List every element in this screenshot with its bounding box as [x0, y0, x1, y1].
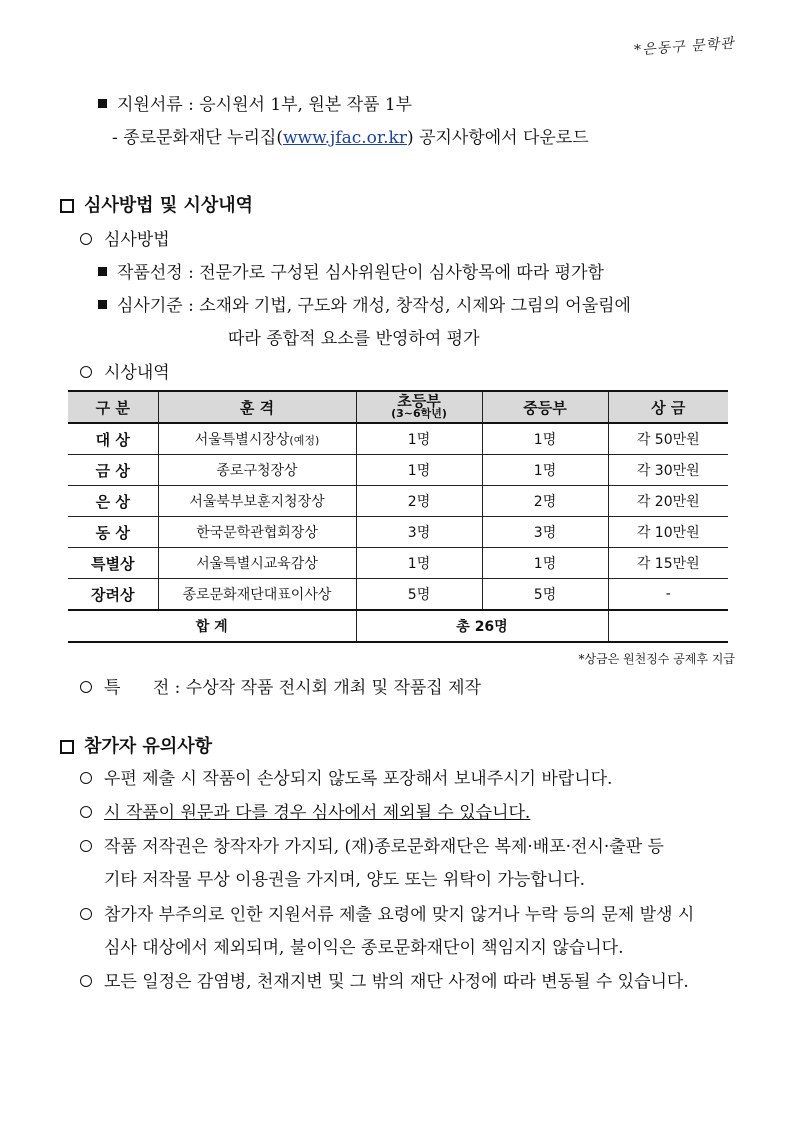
elementary-count-cell-text: 1명 [407, 432, 431, 448]
middle-count-cell [482, 455, 608, 486]
jfac-link[interactable]: www.jfac.or.kr [282, 128, 407, 148]
elementary-count-cell [356, 486, 482, 517]
criteria-line-1 [98, 295, 631, 317]
download-suffix: ) 공지사항에서 다운로드 [406, 128, 589, 148]
table-row [68, 486, 728, 517]
prize-cell [608, 423, 728, 455]
prize-cell-text: 각 10만원 [636, 525, 700, 541]
notice-item-cont: 심사 대상에서 제외되며, 불이익은 종로문화재단이 책임지지 않습니다. [104, 938, 624, 958]
title-cell-text: 서울북부보훈지청장상 [189, 494, 325, 510]
notice-text: 작품 저작권은 창작자가 가지되, (재)종로문화재단은 복제·배포·전시·출판 등 [104, 837, 664, 857]
elementary-count-cell [356, 455, 482, 486]
logo: *은동구 문학관 [634, 35, 736, 59]
middle-count-cell [482, 486, 608, 517]
grade-cell [68, 455, 158, 486]
title-cell-text: 한국문학관협회장상 [196, 525, 318, 541]
bullet-square-icon [98, 99, 107, 108]
grade-cell [68, 579, 158, 611]
grade-cell [68, 486, 158, 517]
title-cell [158, 517, 356, 548]
table-row [68, 517, 728, 548]
elementary-count-cell-text: 5명 [407, 587, 431, 603]
selection-text: 작품선정 : 전문가로 구성된 심사위원단이 심사항목에 따라 평가함 [117, 263, 604, 283]
special-text: 특 전 : 수상작 작품 전시회 개최 및 작품집 제작 [104, 678, 481, 698]
middle-count-cell-text: 3명 [533, 525, 557, 541]
middle-count-cell-text: 1명 [533, 432, 557, 448]
header-prize: 상 금 [608, 391, 728, 423]
prize-cell-text: - [665, 586, 671, 602]
title-cell-text: 서울특별시교육감상 [196, 556, 318, 572]
table-row [68, 423, 728, 455]
prize-cell-text: 각 30만원 [636, 463, 700, 479]
total-value: 총 26명 [356, 610, 608, 642]
header-elementary-sub: (3~6학년) [391, 407, 447, 420]
notice-item [80, 836, 664, 858]
elementary-count-cell-text: 2명 [407, 494, 431, 510]
title-cell [158, 579, 356, 611]
middle-count-cell-text: 5명 [533, 587, 557, 603]
circle-bullet-icon [80, 806, 92, 818]
total-empty [608, 610, 728, 642]
section1-title-text: 심사방법 및 시상내역 [84, 195, 254, 216]
grade-cell-text: 특별상 [91, 554, 135, 573]
prize-cell-text: 각 15만원 [636, 556, 700, 572]
notice-text: 참가자 부주의로 인한 지원서류 제출 요령에 맞지 않거나 누락 등의 문제 발생 시 [104, 905, 695, 925]
header-middle: 중등부 [482, 391, 608, 423]
grade-cell [68, 423, 158, 455]
header-elementary-label: 초등부 [397, 392, 441, 410]
middle-count-cell [482, 517, 608, 548]
prize-note: *상금은 원천징수 공제후 지급 [578, 652, 735, 666]
bullet-square-icon [98, 300, 107, 309]
prize-cell [608, 548, 728, 579]
circle-bullet-icon [80, 772, 92, 784]
middle-count-cell [482, 423, 608, 455]
elementary-count-cell [356, 423, 482, 455]
notice-item-cont: 기타 저작물 무상 이용권을 가지며, 양도 또는 위탁이 가능합니다. [104, 870, 586, 890]
circle-bullet-icon [80, 233, 92, 245]
checkbox-square-icon [60, 199, 74, 213]
grade-cell [68, 517, 158, 548]
grade-cell [68, 548, 158, 579]
notice-item [80, 802, 530, 824]
header-elementary [356, 391, 482, 423]
criteria-text-1: 심사기준 : 소재와 기법, 구도와 개성, 창작성, 시제와 그림의 어울림에 [117, 296, 631, 316]
elementary-count-cell [356, 517, 482, 548]
grade-cell-text: 금 상 [95, 461, 130, 480]
table-header-row [68, 391, 728, 423]
special-line [80, 677, 481, 699]
title-cell [158, 423, 356, 455]
award-title-text: 시상내역 [104, 363, 170, 383]
total-label: 합 계 [68, 610, 356, 642]
title-cell [158, 486, 356, 517]
grade-cell-text: 동 상 [95, 523, 130, 542]
title-cell [158, 548, 356, 579]
middle-count-cell [482, 579, 608, 611]
notice-text: 시 작품이 원문과 다를 경우 심사에서 제외될 수 있습니다. [104, 803, 531, 823]
circle-bullet-icon [80, 975, 92, 987]
grade-cell-text: 장려상 [91, 585, 135, 604]
circle-bullet-icon [80, 840, 92, 852]
circle-bullet-icon [80, 366, 92, 378]
middle-count-cell-text: 1명 [533, 556, 557, 572]
circle-bullet-icon [80, 681, 92, 693]
checkbox-square-icon [60, 740, 74, 754]
download-prefix: - 종로문화재단 누리집( [112, 128, 283, 148]
prize-cell-text: 각 50만원 [636, 432, 700, 448]
prize-cell [608, 486, 728, 517]
title-cell [158, 455, 356, 486]
download-line [112, 127, 589, 149]
prize-cell [608, 579, 728, 611]
title-note: (예정) [289, 434, 320, 447]
method-title-text: 심사방법 [104, 230, 170, 250]
selection-line [98, 262, 604, 284]
header-grade: 구 분 [68, 391, 158, 423]
section1-title [60, 195, 253, 217]
method-title [80, 229, 170, 251]
table-row [68, 455, 728, 486]
elementary-count-cell [356, 579, 482, 611]
grade-cell-text: 대 상 [95, 430, 130, 449]
elementary-count-cell-text: 1명 [407, 556, 431, 572]
middle-count-cell [482, 548, 608, 579]
title-cell-text: 종로문화재단대표이사상 [182, 587, 332, 603]
notice-item [80, 768, 612, 790]
middle-count-cell-text: 1명 [533, 463, 557, 479]
table-row [68, 579, 728, 611]
elementary-count-cell-text: 1명 [407, 463, 431, 479]
grade-cell-text: 은 상 [95, 492, 130, 511]
header-title: 훈 격 [158, 391, 356, 423]
circle-bullet-icon [80, 908, 92, 920]
elementary-count-cell [356, 548, 482, 579]
notice-item [80, 971, 689, 993]
notice-text: 모든 일정은 감염병, 천재지변 및 그 밖의 재단 사정에 따라 변동될 수 있습니다. [104, 972, 689, 992]
title-cell-text: 서울특별시장상 [194, 432, 290, 448]
docs-line [98, 94, 412, 116]
criteria-line-2: 따라 종합적 요소를 반영하여 평가 [228, 329, 480, 349]
section2-title-text: 참가자 유의사항 [84, 736, 212, 757]
prize-cell [608, 455, 728, 486]
table-row [68, 548, 728, 579]
notice-text: 우편 제출 시 작품이 손상되지 않도록 포장해서 보내주시기 바랍니다. [104, 769, 613, 789]
section2-title [60, 736, 212, 758]
prize-cell-text: 각 20만원 [636, 494, 700, 510]
bullet-square-icon [98, 267, 107, 276]
notice-item [80, 904, 694, 926]
middle-count-cell-text: 2명 [533, 494, 557, 510]
award-table [68, 390, 728, 643]
docs-label: 지원서류 : 응시원서 1부, 원본 작품 1부 [117, 95, 413, 115]
award-title [80, 362, 170, 384]
title-cell-text: 종로구청장상 [216, 463, 298, 479]
elementary-count-cell-text: 3명 [407, 525, 431, 541]
table-total-row [68, 610, 728, 642]
prize-cell [608, 517, 728, 548]
